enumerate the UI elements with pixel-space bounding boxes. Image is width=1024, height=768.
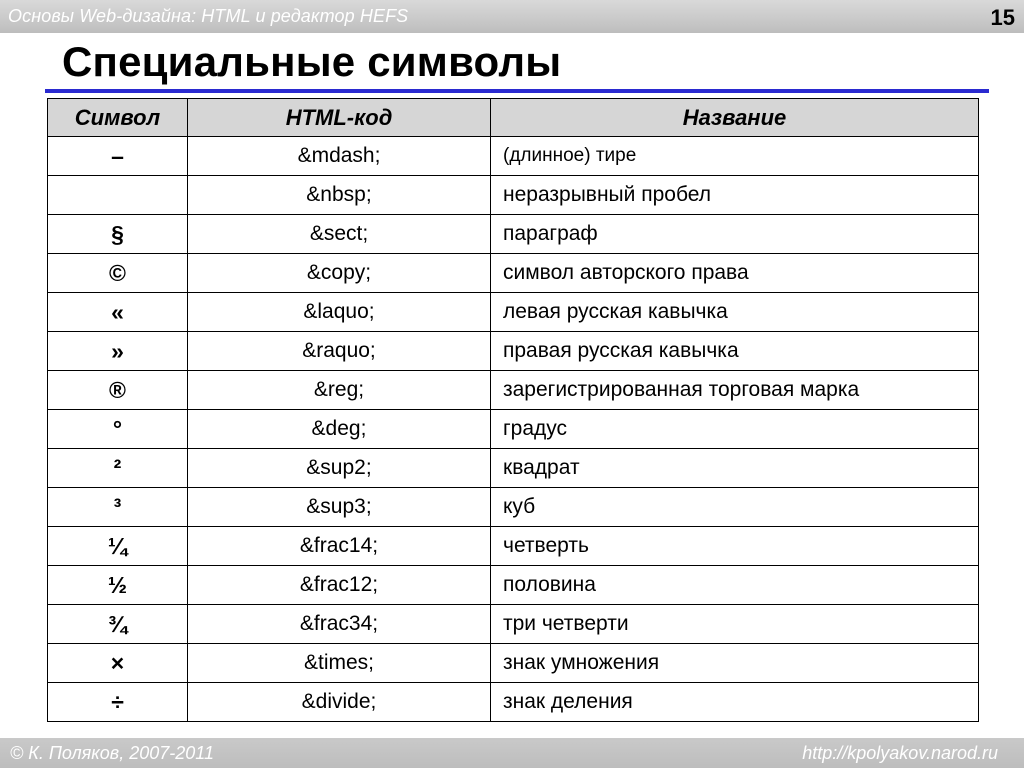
table-row — [48, 683, 979, 722]
title-underline — [45, 89, 989, 93]
name-cell: квадрат — [491, 449, 979, 488]
name-cell: параграф — [491, 215, 979, 254]
table-row — [48, 527, 979, 566]
symbols-table — [47, 98, 979, 722]
table-header-row — [48, 99, 979, 137]
name-cell: три четверти — [491, 605, 979, 644]
html-code-cell: &deg; — [188, 410, 491, 449]
symbol-cell: ¼ — [48, 527, 188, 566]
html-code-cell: &frac12; — [188, 566, 491, 605]
name-cell: градус — [491, 410, 979, 449]
symbol-cell: ½ — [48, 566, 188, 605]
footer-copyright: © К. Поляков, 2007-2011 — [10, 743, 214, 763]
symbols-table-container — [47, 98, 978, 722]
symbol-cell: « — [48, 293, 188, 332]
table-row — [48, 215, 979, 254]
name-cell: знак умножения — [491, 644, 979, 683]
table-row — [48, 605, 979, 644]
name-cell: (длинное) тире — [491, 137, 979, 176]
table-row — [48, 332, 979, 371]
table-row — [48, 410, 979, 449]
table-row — [48, 293, 979, 332]
table-row — [48, 137, 979, 176]
table-row — [48, 566, 979, 605]
html-code-cell: &sup3; — [188, 488, 491, 527]
symbol-cell: × — [48, 644, 188, 683]
symbol-cell: ° — [48, 410, 188, 449]
name-cell: левая русская кавычка — [491, 293, 979, 332]
symbol-cell: ² — [48, 449, 188, 488]
column-header-symbol: Символ — [48, 99, 188, 137]
table-row — [48, 488, 979, 527]
symbol-cell: ÷ — [48, 683, 188, 722]
name-cell: правая русская кавычка — [491, 332, 979, 371]
html-code-cell: &frac34; — [188, 605, 491, 644]
name-cell: четверть — [491, 527, 979, 566]
html-code-cell: &sect; — [188, 215, 491, 254]
table-row — [48, 254, 979, 293]
html-code-cell: &frac14; — [188, 527, 491, 566]
table-row — [48, 644, 979, 683]
name-cell: половина — [491, 566, 979, 605]
html-code-cell: &sup2; — [188, 449, 491, 488]
name-cell: знак деления — [491, 683, 979, 722]
symbol-cell: » — [48, 332, 188, 371]
footer-url: http://kpolyakov.narod.ru — [802, 743, 998, 763]
symbol-cell: – — [48, 137, 188, 176]
html-code-cell: &laquo; — [188, 293, 491, 332]
course-title: Основы Web-дизайна: HTML и редактор HEFS — [8, 6, 409, 26]
table-row — [48, 371, 979, 410]
html-code-cell: &mdash; — [188, 137, 491, 176]
table-body — [48, 137, 979, 722]
symbol-cell — [48, 176, 188, 215]
symbol-cell: ® — [48, 371, 188, 410]
html-code-cell: &reg; — [188, 371, 491, 410]
html-code-cell: &nbsp; — [188, 176, 491, 215]
name-cell: символ авторского права — [491, 254, 979, 293]
symbol-cell: § — [48, 215, 188, 254]
column-header-name: Название — [491, 99, 979, 137]
name-cell: зарегистрированная торговая марка — [491, 371, 979, 410]
table-row — [48, 176, 979, 215]
symbol-cell: ³ — [48, 488, 188, 527]
slide-header — [0, 0, 1024, 33]
html-code-cell: &raquo; — [188, 332, 491, 371]
name-cell: неразрывный пробел — [491, 176, 979, 215]
table-row — [48, 449, 979, 488]
html-code-cell: &divide; — [188, 683, 491, 722]
page-title: Специальные символы — [62, 38, 562, 85]
name-cell: куб — [491, 488, 979, 527]
slide-footer — [0, 738, 1024, 768]
symbol-cell: ¾ — [48, 605, 188, 644]
symbol-cell: © — [48, 254, 188, 293]
column-header-html-code: HTML-код — [188, 99, 491, 137]
html-code-cell: &times; — [188, 644, 491, 683]
html-code-cell: &copy; — [188, 254, 491, 293]
page-number: 15 — [990, 5, 1015, 30]
